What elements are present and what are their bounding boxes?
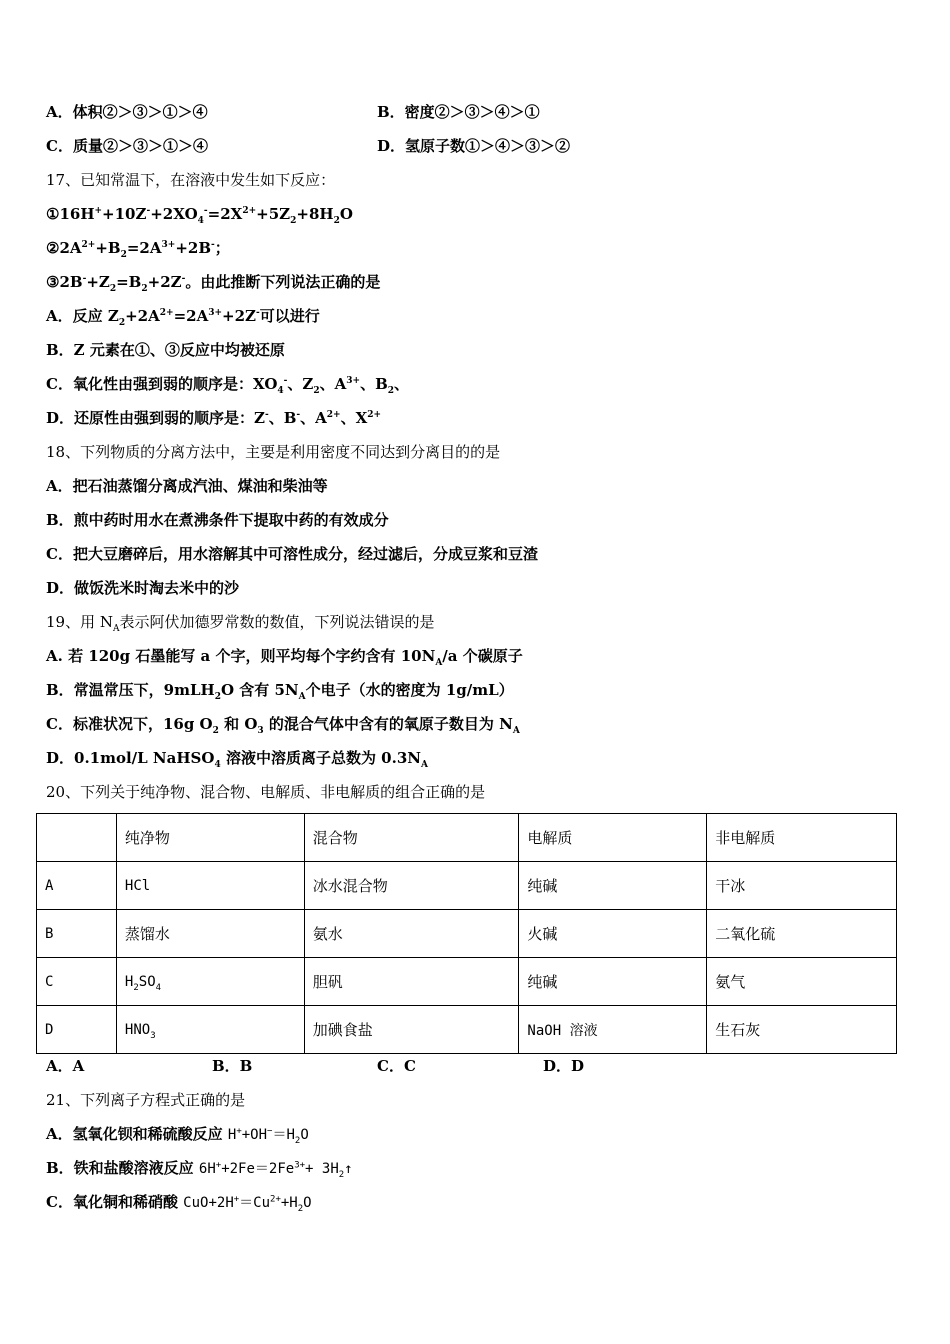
table-cell: 胆矾 <box>304 958 519 1006</box>
q17-option-b: B．Z 元素在①、③反应中均被还原 <box>46 341 285 359</box>
q17-option-c: C．氧化性由强到弱的顺序是：$XO_4^-$、$Z_2$、$A^{3+}$、$B_2$、 <box>46 375 410 396</box>
q17-reaction-2: $②2A^{2+}+B_2=2A^{3+}+2B^-$； <box>46 239 230 260</box>
table-cell: 纯碱 <box>519 958 707 1006</box>
table-row <box>37 958 897 1006</box>
q19-option-d: D．0.1mol/L NaHSO$_4$ 溶液中溶质离子总数为 $0.3N_A$ <box>46 749 428 770</box>
q18-option-b: B．煎中药时用水在煮沸条件下提取中药的有效成分 <box>46 511 389 529</box>
q21-stem: 21、下列离子方程式正确的是 <box>46 1091 246 1109</box>
q17-reaction-1: $①16H^++10Z^-+2XO_4^-=2X^{2+}+5Z_2+8H_2O$ <box>46 205 353 226</box>
q20-answer-d: D．D <box>543 1057 585 1075</box>
q18-option-d: D．做饭洗米时淘去米中的沙 <box>46 579 240 597</box>
table-header-cell: 非电解质 <box>707 814 897 862</box>
table-cell: B <box>37 910 117 958</box>
table-cell: 二氧化硫 <box>707 910 897 958</box>
table-cell: HCl <box>116 862 304 910</box>
table-row <box>37 1006 897 1054</box>
table-cell: 纯碱 <box>519 862 707 910</box>
table-cell: A <box>37 862 117 910</box>
table-cell: 氨气 <box>707 958 897 1006</box>
q19-option-a: A. 若 120g 石墨能写 a 个字，则平均每个字约含有 $10N_A/a$ 个碳原子 <box>46 647 523 668</box>
table-cell: 加碘食盐 <box>304 1006 519 1054</box>
q17-stem: 17、已知常温下，在溶液中发生如下反应： <box>46 171 336 189</box>
table-cell: D <box>37 1006 117 1054</box>
table-cell: C <box>37 958 117 1006</box>
q20-answer-b: B．B <box>212 1057 253 1075</box>
q21-option-a: A．氢氧化钡和稀硫酸反应 $H^++OH^-=H_2O$ <box>46 1125 309 1146</box>
table-cell: 冰水混合物 <box>304 862 519 910</box>
q21-option-c: C．氧化铜和稀硝酸 $CuO+2H^+=Cu^{2+}+H_2O$ <box>46 1193 312 1214</box>
table-header-cell: 混合物 <box>304 814 519 862</box>
q19-option-b: B．常温常压下，9mLH$_2$O 含有 $5N_A$个电子（水的密度为 1g/mL） <box>46 681 514 702</box>
table-cell: 蒸馏水 <box>116 910 304 958</box>
q20-answer-a: A．A <box>46 1057 85 1075</box>
table-row <box>37 910 897 958</box>
q18-option-a: A．把石油蒸馏分离成汽油、煤油和柴油等 <box>46 477 328 495</box>
q18-stem: 18、下列物质的分离方法中，主要是利用密度不同达到分离目的的是 <box>46 443 501 461</box>
table-cell: 氨水 <box>304 910 519 958</box>
q21-option-b: B．铁和盐酸溶液反应 $6H^++2Fe=2Fe^{3+}+$ $3H_2↑$ <box>46 1159 353 1180</box>
q16-option-c: C．质量②＞③＞①＞④ <box>46 137 208 155</box>
table-header-cell: 纯净物 <box>116 814 304 862</box>
q17-reaction-3: $③2B^-+Z_2=B_2+2Z^-$。由此推断下列说法正确的是 <box>46 273 381 294</box>
q17-option-d: D．还原性由强到弱的顺序是：Z-、B-、$A^{2+}$、$X^{2+}$ <box>46 409 382 427</box>
q17-option-a: A．反应 $Z_2+2A^{2+}=2A^{3+}+2Z^-$可以进行 <box>46 307 320 328</box>
table-cell: $H_2SO_4$ <box>116 958 304 1006</box>
table-cell: NaOH 溶液 <box>519 1006 707 1054</box>
table-header-row <box>37 814 897 862</box>
table-cell: 火碱 <box>519 910 707 958</box>
table-header-cell: 电解质 <box>519 814 707 862</box>
q18-option-c: C．把大豆磨碎后，用水溶解其中可溶性成分，经过滤后，分成豆浆和豆渣 <box>46 545 538 563</box>
table-cell: 生石灰 <box>707 1006 897 1054</box>
q16-option-d: D．氢原子数①＞④＞③＞② <box>377 137 571 155</box>
q16-option-a: A．体积②＞③＞①＞④ <box>46 103 208 121</box>
table-cell: 干冰 <box>707 862 897 910</box>
table-header-cell <box>37 814 117 862</box>
table-row <box>37 862 897 910</box>
q19-option-c: C．标准状况下，16g $O_2$ 和 $O_3$ 的混合气体中含有的氧原子数目为 $N_A$ <box>46 715 520 736</box>
table-cell: $HNO_3$ <box>116 1006 304 1054</box>
q20-stem: 20、下列关于纯净物、混合物、电解质、非电解质的组合正确的是 <box>46 783 486 801</box>
q19-stem: 19、用 $N_A$表示阿伏加德罗常数的数值，下列说法错误的是 <box>46 613 435 634</box>
q20-answer-c: C．C <box>377 1057 416 1075</box>
q16-option-b: B．密度②＞③＞④＞① <box>377 103 540 121</box>
q20-table <box>36 813 897 1054</box>
